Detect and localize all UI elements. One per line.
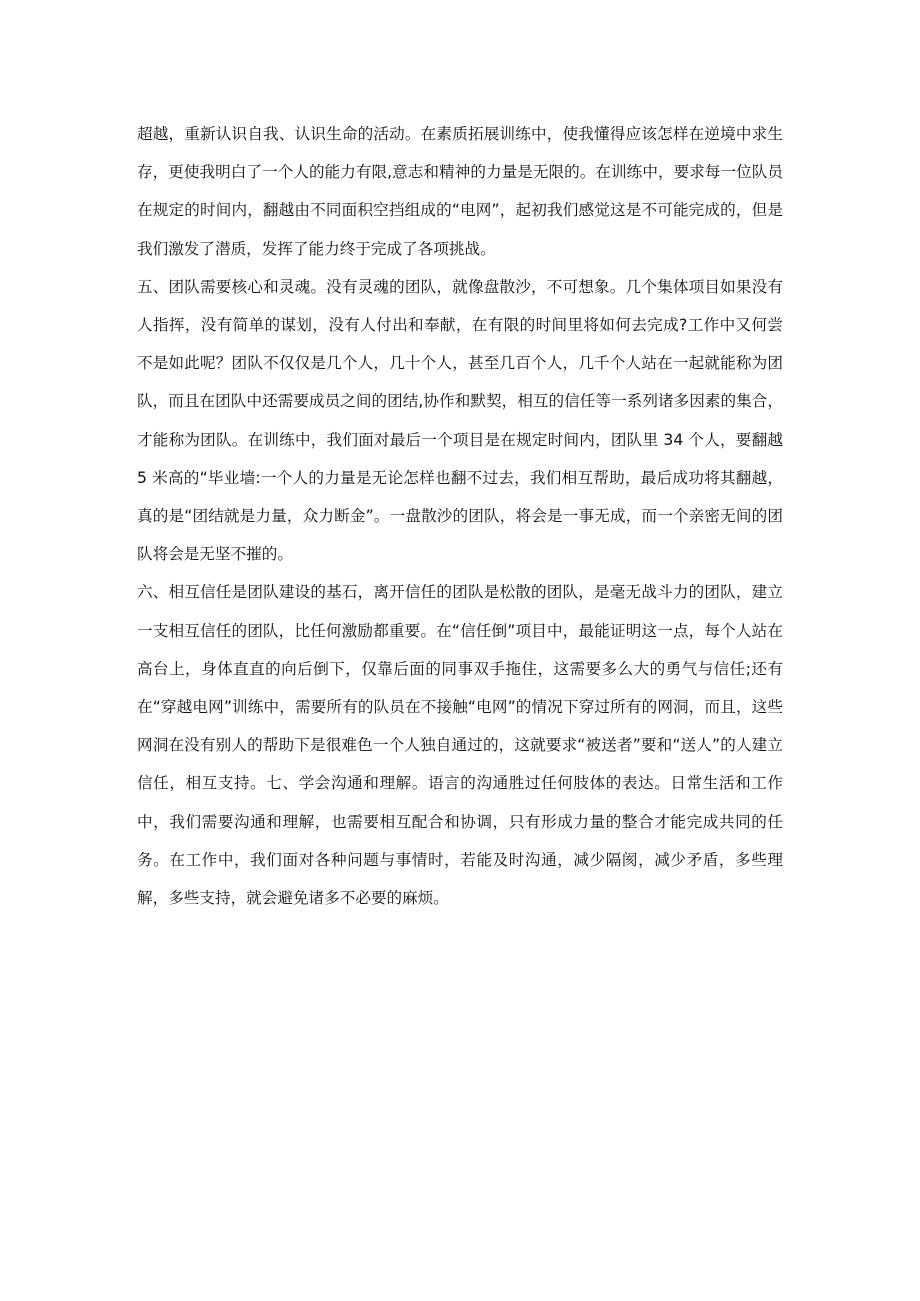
document-body — [137, 115, 783, 917]
paragraph-section-six: 六、相互信任是团队建设的基石，离开信任的团队是松散的团队，是毫无战斗力的团队，建立一支相互信任的团队，比任何激励都重要。在“信任倒”项目中，最能证明这一点，每个人站在高台上，身体直直的向后倒下，仅靠后面的同事双手拖住，这需要多么大的勇气与信任;还有在“穿越电网”训练中，需要所有的队员在不接触“电网”的情况下穿过所有的网洞，而且，这些网洞在没有别人的帮助下是很难色一个人独自通过的，这就要求“被送者”要和“送人”的人建立信任，相互支持。七、学会沟通和理解。语言的沟通胜过任何肢体的表达。日常生活和工作中，我们需要沟通和理解，也需要相互配合和协调，只有形成力量的整合才能完成共同的任务。在工作中，我们面对各种问题与事情时，若能及时沟通，减少隔阂，减少矛盾，多些理解，多些支持，就会避免诸多不必要的麻烦。 — [137, 583, 783, 908]
paragraph-continuation: 超越，重新认识自我、认识生命的活动。在素质拓展训练中，使我懂得应该怎样在逆境中求生存，更使我明白了一个人的能力有限,意志和精神的力量是无限的。在训练中，要求每一位队员在规定的时间内，翻越由不同面积空挡组成的“电网”，起初我们感觉这是不可能完成的，但是我们激发了潜质，发挥了能力终于完成了各项挑战。 — [137, 125, 783, 258]
paragraph-section-five: 五、团队需要核心和灵魂。没有灵魂的团队，就像盘散沙，不可想象。几个集体项目如果没有人指挥，没有简单的谋划，没有人付出和奉献，在有限的时间里将如何去完成?工作中又何尝不是如此呢？团队不仅仅是几个人，几十个人，甚至几百个人，几千个人站在一起就能称为团队，而且在团队中还需要成员之间的团结,协作和默契，相互的信任等一系列诸多因素的集合，才能称为团队。在训练中，我们面对最后一个项目是在规定时间内，团队里 34 个人，要翻越 5 米高的“毕业墙:一个人的力量是无论怎样也翻不过去，我们相互帮助，最后成功将其翻越，真的是“团结就是力量，众力断金”。一盘散沙的团队，将会是一事无成，而一个亲密无间的团队将会是无坚不摧的。 — [137, 277, 783, 564]
